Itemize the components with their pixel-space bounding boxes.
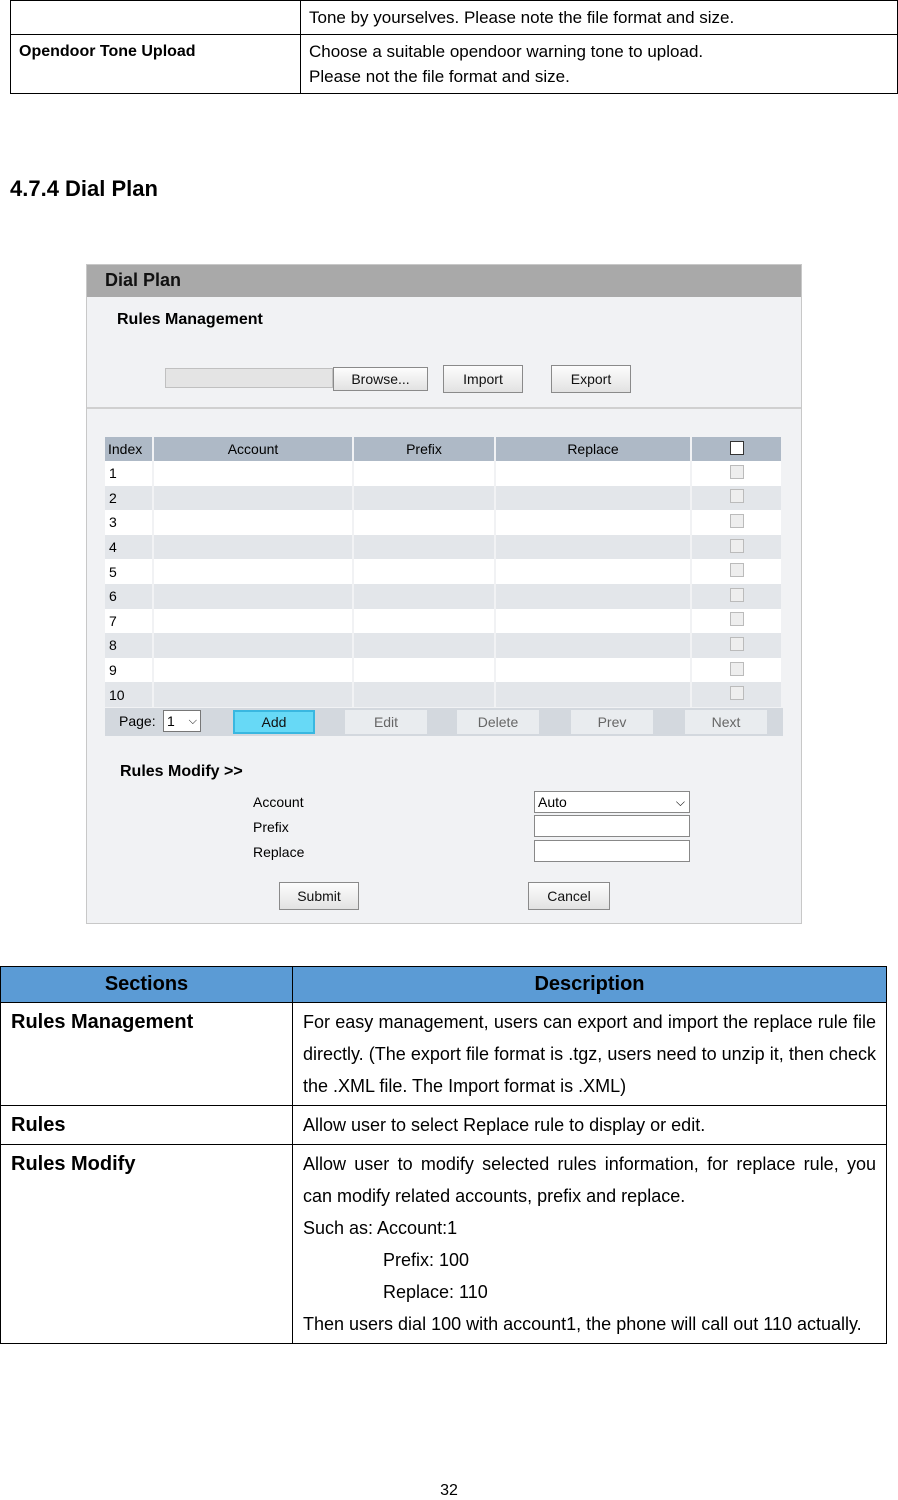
rules-management-title: Rules Management [117,311,263,328]
table-row [1,1003,887,1106]
row-index: 1 [105,461,153,486]
table-row[interactable] [105,510,782,535]
row-index: 7 [105,609,153,634]
table-row[interactable] [105,535,782,560]
prefix-label: Prefix [253,819,289,835]
header-sections: Sections [1,967,293,1003]
table-row[interactable] [105,633,782,658]
row-checkbox[interactable] [730,612,744,626]
rules-modify-title: Rules Modify >> [120,763,243,780]
add-button[interactable]: Add [233,710,315,734]
table-row [11,35,898,94]
row-index: 9 [105,658,153,683]
next-button[interactable]: Next [685,710,767,734]
account-value: Auto [538,794,567,810]
col-replace: Replace [495,437,691,461]
row-checkbox[interactable] [730,465,744,479]
panel-title: Dial Plan [87,265,801,297]
row-checkbox[interactable] [730,588,744,602]
desc-line: Please not the file format and size. [309,67,570,86]
prefix-input[interactable] [534,815,690,837]
row-checkbox[interactable] [730,686,744,700]
desc-line: Choose a suitable opendoor warning tone to upload. [309,42,704,61]
import-button[interactable]: Import [443,365,523,393]
table-row[interactable] [105,609,782,634]
header-description: Description [293,967,887,1003]
table-row [11,1,898,35]
row-index: 3 [105,510,153,535]
desc-cell: Tone by yourselves. Please note the file format and size. [301,1,898,35]
row-index: 5 [105,559,153,584]
desc-text: Then users dial 100 with account1, the phone will call out 110 actually. [303,1314,862,1334]
desc-cell: For easy management, users can export and import the replace rule file directly. (The export file format is .tgz, users need to unzip it, then check the .XML file. The Import format is .XML) [293,1003,887,1106]
page-label: Page: [119,713,156,729]
col-select-all [691,437,782,461]
pager-bar [105,708,783,736]
table-row[interactable] [105,658,782,683]
desc-cell [293,1145,887,1344]
account-label: Account [253,794,304,810]
delete-button[interactable]: Delete [457,710,539,734]
export-button[interactable]: Export [551,365,631,393]
replace-label: Replace [253,844,305,860]
page-number: 32 [440,1482,458,1499]
row-index: 10 [105,682,153,707]
table-header [1,967,887,1003]
rules-table [105,437,783,707]
section-heading: 4.7.4 Dial Plan [10,176,158,201]
prev-button[interactable]: Prev [571,710,653,734]
section-cell: Opendoor Tone Upload [11,35,301,94]
description-table [0,966,887,1344]
row-checkbox[interactable] [730,539,744,553]
select-all-checkbox[interactable] [730,441,744,455]
example-line: Such as: Account:1 [303,1218,458,1238]
section-cell: Rules [1,1106,293,1145]
page-value: 1 [167,713,175,729]
table-row[interactable] [105,682,782,707]
section-cell: Rules Management [1,1003,293,1106]
table-row [1,1106,887,1145]
col-index: Index [105,437,153,461]
col-account: Account [153,437,353,461]
row-index: 4 [105,535,153,560]
edit-button[interactable]: Edit [345,710,427,734]
chevron-down-icon: ⌵ [188,715,197,727]
row-index: 6 [105,584,153,609]
cancel-button[interactable]: Cancel [528,882,610,910]
rules-management-box [87,297,801,409]
page-select[interactable] [163,710,201,732]
row-checkbox[interactable] [730,563,744,577]
table-row[interactable] [105,559,782,584]
file-path-field[interactable] [165,368,333,388]
desc-cell: Allow user to select Replace rule to display or edit. [293,1106,887,1145]
table-header [105,437,782,461]
section-cell: Rules Modify [1,1145,293,1344]
dial-plan-screenshot [86,264,802,924]
row-checkbox[interactable] [730,514,744,528]
account-select[interactable] [534,791,690,813]
desc-cell [301,35,898,94]
table-row[interactable] [105,461,782,486]
submit-button[interactable]: Submit [279,882,359,910]
chevron-down-icon: ⌵ [675,795,685,809]
row-index: 2 [105,486,153,511]
example-line: Replace: 110 [383,1282,488,1302]
example-line: Prefix: 100 [383,1250,470,1270]
row-checkbox[interactable] [730,662,744,676]
top-table [10,0,898,94]
table-row[interactable] [105,584,782,609]
row-index: 8 [105,633,153,658]
table-row[interactable] [105,486,782,511]
desc-text: Allow user to modify selected rules information, for replace rule, you can modify related accounts, prefix and replace. [303,1154,876,1206]
col-prefix: Prefix [353,437,495,461]
row-checkbox[interactable] [730,637,744,651]
row-checkbox[interactable] [730,489,744,503]
browse-button[interactable]: Browse... [333,367,428,391]
table-row [1,1145,887,1344]
section-cell [11,1,301,35]
replace-input[interactable] [534,840,690,862]
